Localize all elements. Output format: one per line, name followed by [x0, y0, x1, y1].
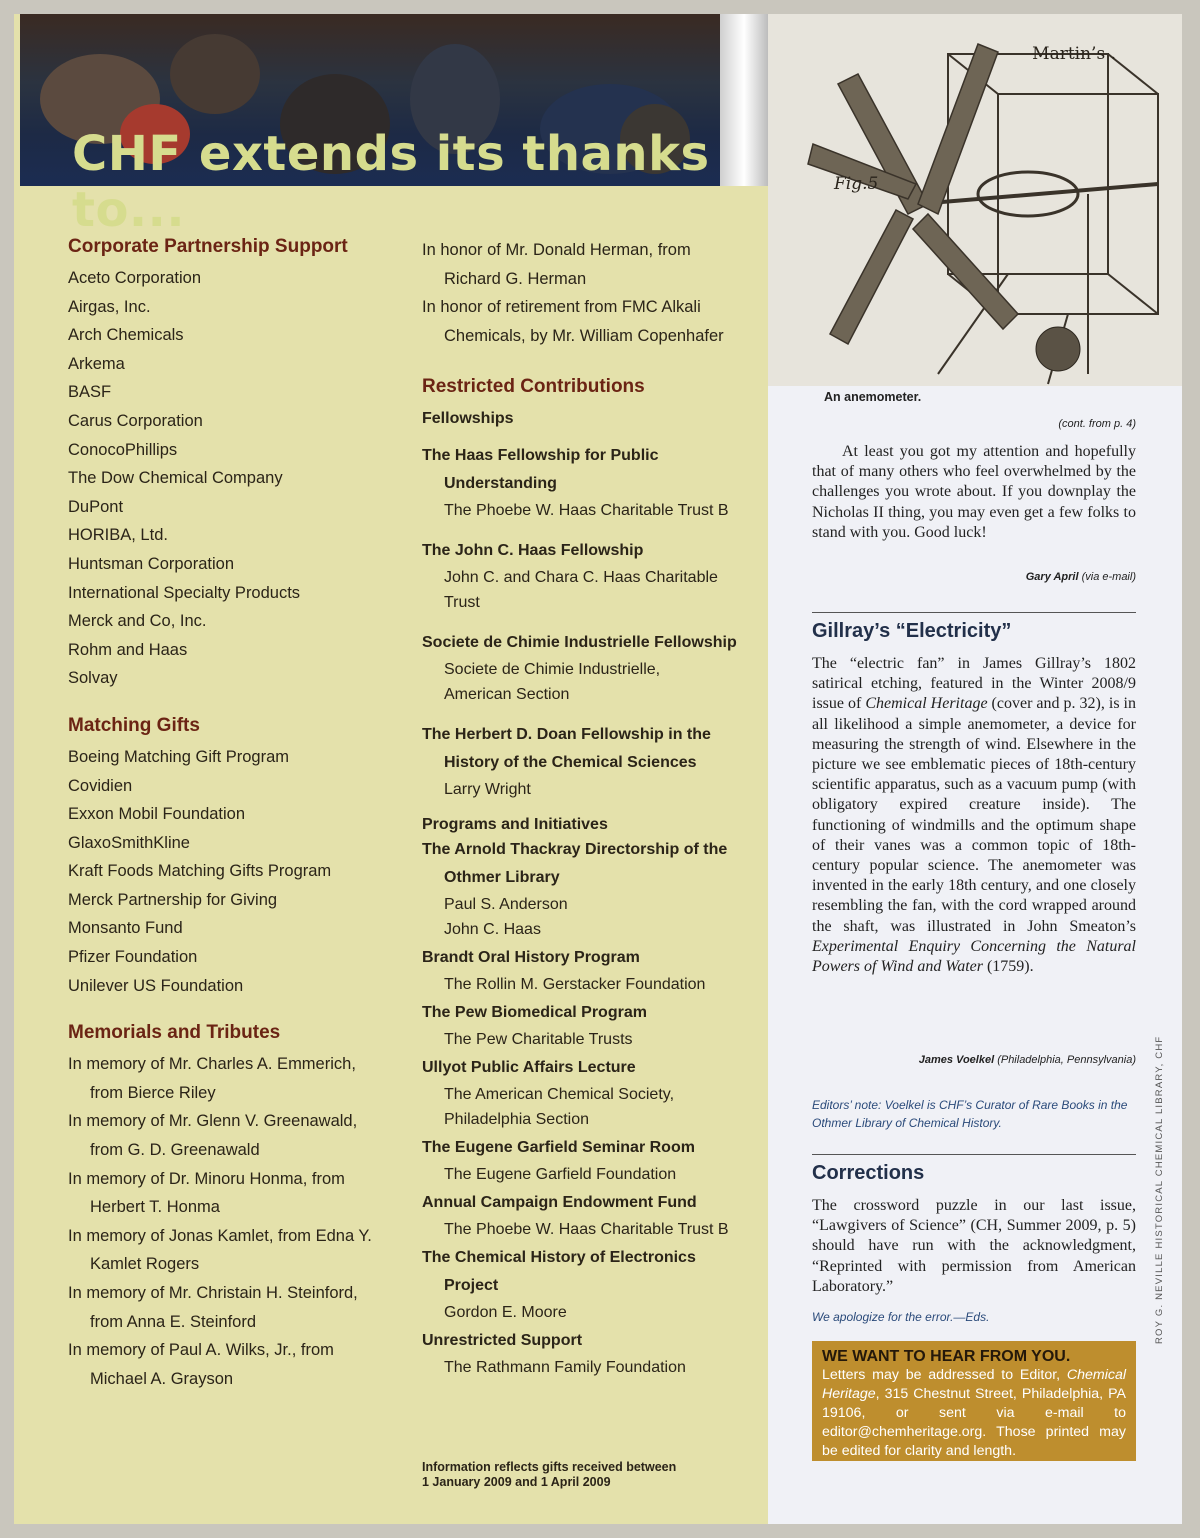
tribute-entry: [68, 1336, 398, 1393]
gillray-place: (Philadelphia, Pennsylvania): [997, 1054, 1136, 1066]
callout-text: Letters may be addressed to Editor,: [822, 1367, 1067, 1383]
contribution-entry: [422, 629, 762, 707]
list-item: International Specialty Products: [68, 583, 301, 602]
contribution-donor: Societe de Chimie Industrielle,: [444, 661, 661, 679]
contribution-name: The John C. Haas Fellowship: [422, 542, 644, 560]
gillray-text: The “electric fan” in James Gillray’s 1802 satirical etching, featured in the Winter 2008/9 issue of: [812, 655, 1136, 713]
gillray-heading: Gillray’s “Electricity”: [812, 620, 1012, 642]
contribution-entry: [422, 537, 762, 615]
contribution-name: Unrestricted Support: [422, 1332, 583, 1350]
footnote-line: 1 January 2009 and 1 April 2009: [422, 1475, 611, 1489]
contribution-entry: [422, 721, 762, 802]
contribution-name: Project: [444, 1277, 499, 1295]
list-item: BASF: [68, 383, 112, 402]
figure-caption: An anemometer.: [824, 390, 922, 404]
contribution-name: Ullyot Public Affairs Lecture: [422, 1059, 636, 1077]
contribution-donor: Larry Wright: [444, 781, 531, 799]
tribute-line: In memory of Mr. Glenn V. Greenawald,: [68, 1112, 358, 1131]
contribution-donor: Philadelphia Section: [444, 1111, 589, 1129]
corrections-apology: We apologize for the error.—Eds.: [812, 1310, 990, 1324]
contribution-entry: [422, 1244, 762, 1325]
letter-author: Gary April: [1025, 571, 1079, 583]
tribute-line: Kamlet Rogers: [90, 1255, 200, 1274]
continued-note: (cont. from p. 4): [1058, 418, 1136, 430]
list-item: Unilever US Foundation: [68, 976, 244, 995]
contribution-entry: [422, 442, 762, 523]
callout-text: , 315 Chestnut Street, Philadelphia, PA 19106, or sent via e-mail to editor@chemheritage.org. Those printed may be edited for clarity and length.: [822, 1386, 1126, 1459]
list-item: Pfizer Foundation: [68, 948, 198, 967]
callout-body: [822, 1366, 1126, 1461]
letters-callout: [812, 1341, 1136, 1461]
magazine-page: [14, 14, 1182, 1524]
contribution-entry: [422, 1189, 762, 1242]
contribution-entry: [422, 836, 762, 942]
section-heading: Restricted Contributions: [422, 376, 645, 398]
gillray-signature: [812, 1054, 1136, 1066]
contribution-donor: The Phoebe W. Haas Charitable Trust B: [444, 502, 729, 520]
list-item: Monsanto Fund: [68, 919, 183, 938]
contribution-entry: [422, 1327, 762, 1380]
contribution-name: History of the Chemical Sciences: [444, 754, 697, 772]
tribute-line: Michael A. Grayson: [90, 1369, 234, 1388]
donor-column-left: [68, 236, 398, 1393]
list-item: Merck and Co, Inc.: [68, 612, 207, 631]
tribute-line: from Anna E. Steinford: [90, 1312, 257, 1331]
tribute-entry: [422, 293, 762, 350]
contribution-name: The Haas Fellowship for Public: [422, 447, 659, 465]
list-item: Covidien: [68, 776, 133, 795]
contribution-entry: [422, 944, 762, 997]
section-heading: Memorials and Tributes: [68, 1022, 281, 1044]
page-title: CHF extends its thanks to...: [72, 126, 710, 238]
image-credit: ROY G. NEVILLE HISTORICAL CHEMICAL LIBRARY, CHF: [1154, 1035, 1165, 1344]
divider: [812, 1154, 1136, 1155]
list-item: Airgas, Inc.: [68, 297, 151, 316]
corrections-heading: Corrections: [812, 1162, 925, 1184]
divider: [812, 612, 1136, 613]
donor-column-right: [422, 236, 762, 1380]
contribution-donor: American Section: [444, 686, 570, 704]
list-item: Arch Chemicals: [68, 326, 184, 345]
tribute-line: Herbert T. Honma: [90, 1198, 220, 1217]
anemometer-illustration: [768, 14, 1182, 386]
contribution-name: The Chemical History of Electronics: [422, 1249, 696, 1267]
section-heading: Matching Gifts: [68, 714, 200, 736]
reception-photo: [20, 14, 768, 238]
list-item: Solvay: [68, 669, 118, 688]
contribution-donor: John C. and Chara C. Haas Charitable: [444, 569, 718, 587]
list-item: Aceto Corporation: [68, 269, 201, 287]
contribution-name: Othmer Library: [444, 869, 560, 887]
tribute-line: In honor of retirement from FMC Alkali: [422, 298, 701, 317]
letter-via: (via e-mail): [1081, 571, 1136, 583]
tribute-line: Richard G. Herman: [444, 269, 587, 288]
tribute-line: from Bierce Riley: [90, 1083, 216, 1102]
letter-body: At least you got my attention and hopefully that of many others who feel overwhelmed by the challenges you wrote about. If you downplay the Nicholas II thing, you may even get a few folks to stand with you. Good luck!: [812, 443, 1136, 541]
gillray-body: [812, 654, 1136, 977]
contribution-entry: [422, 1054, 762, 1132]
footnote-line: Information reflects gifts received between: [422, 1460, 677, 1474]
tribute-entry: [68, 1050, 398, 1107]
tribute-entry: [68, 1107, 398, 1164]
contribution-donor: The Eugene Garfield Foundation: [444, 1166, 677, 1184]
corrections-body: The crossword puzzle in our last issue, “Lawgivers of Science” (CH, Summer 2009, p. 5) should have run with the acknowledgment, “Reprinted with permission from American Laboratory.”: [812, 1197, 1136, 1295]
tribute-entry: [422, 236, 762, 293]
list-item: The Dow Chemical Company: [68, 469, 283, 488]
tribute-line: from G. D. Greenawald: [90, 1141, 260, 1160]
tribute-line: In memory of Jonas Kamlet, from Edna Y.: [68, 1226, 372, 1245]
contribution-donor: Paul S. Anderson: [444, 896, 568, 914]
list-item: GlaxoSmithKline: [68, 833, 190, 852]
list-item: Boeing Matching Gift Program: [68, 747, 290, 766]
contribution-entry: [422, 1134, 762, 1187]
contribution-donor: The American Chemical Society,: [444, 1086, 675, 1104]
tribute-line: In memory of Mr. Charles A. Emmerich,: [68, 1055, 356, 1074]
contribution-donor: Gordon E. Moore: [444, 1304, 567, 1322]
tribute-line: In honor of Mr. Donald Herman, from: [422, 241, 691, 259]
contribution-name: Annual Campaign Endowment Fund: [422, 1194, 697, 1212]
list-item: Kraft Foods Matching Gifts Program: [68, 862, 332, 881]
tribute-line: In memory of Paul A. Wilks, Jr., from: [68, 1341, 334, 1360]
gillray-text: (1759).: [982, 958, 1034, 976]
contribution-name: The Herbert D. Doan Fellowship in the: [422, 726, 711, 744]
letters-panel: [768, 14, 1182, 1524]
tribute-entry: [68, 1279, 398, 1336]
contribution-donor: The Phoebe W. Haas Charitable Trust B: [444, 1221, 729, 1239]
contribution-donor: The Pew Charitable Trusts: [444, 1031, 633, 1049]
contribution-name: The Arnold Thackray Directorship of the: [422, 841, 728, 859]
tribute-line: In memory of Dr. Minoru Honma, from: [68, 1169, 345, 1188]
list-item: DuPont: [68, 497, 124, 516]
gillray-author: James Voelkel: [918, 1054, 995, 1066]
list-item: ConocoPhillips: [68, 440, 178, 459]
letter-signature: [812, 571, 1136, 583]
figure-number: Fig.5: [834, 174, 879, 194]
list-item: Carus Corporation: [68, 411, 203, 430]
contribution-name: Understanding: [444, 475, 557, 493]
tribute-line: Chemicals, by Mr. William Copenhafer: [444, 326, 724, 345]
contribution-entry: [422, 999, 762, 1052]
figure-title: Martin’s .: [1032, 44, 1116, 64]
gift-date-footnote: [422, 1460, 722, 1490]
contribution-name: The Pew Biomedical Program: [422, 1004, 647, 1022]
tribute-line: In memory of Mr. Christain H. Steinford,: [68, 1284, 358, 1302]
contribution-donor: Trust: [444, 594, 480, 612]
donor-panel: [14, 14, 768, 1524]
contribution-name: Brandt Oral History Program: [422, 949, 640, 967]
contribution-donor: John C. Haas: [444, 921, 541, 939]
contribution-donor: The Rollin M. Gerstacker Foundation: [444, 976, 706, 994]
list-item: Rohm and Haas: [68, 640, 188, 659]
gillray-text: (cover and p. 32), is in all likelihood a simple anemometer, a device for measuring the strength of wind. Elsewhere in the picture we see emblematic pieces of 18th-century scientific apparatus, such as a vacuum pump (with obligatory expired creature inside). The functioning of windmills and the optimum shape of their vanes was a common topic of 18th-century popular science. The anemometer was invented in the early 18th century, and one closely resembling the fan, with the cord wrapped around the shaft, was illustrated in John Smeaton’s: [812, 695, 1136, 935]
list-item: HORIBA, Ltd.: [68, 526, 168, 545]
contribution-donor: The Rathmann Family Foundation: [444, 1359, 686, 1377]
list-item: Huntsman Corporation: [68, 554, 234, 573]
magazine-title: Chemical Heritage: [865, 695, 988, 713]
subsection-heading: Programs and Initiatives: [422, 816, 608, 834]
list-item: Merck Partnership for Giving: [68, 890, 278, 909]
tribute-entry: [68, 1165, 398, 1222]
list-item: Arkema: [68, 354, 125, 373]
tribute-entry: [68, 1222, 398, 1279]
magazine-title: Chemical Heritage: [822, 1367, 1126, 1402]
callout-heading: WE WANT TO HEAR FROM YOU.: [822, 1348, 1071, 1365]
list-item: Exxon Mobil Foundation: [68, 805, 246, 824]
section-heading: Corporate Partnership Support: [68, 236, 348, 257]
book-title: Experimental Enquiry Concerning the Natural Powers of Wind and Water: [812, 937, 1136, 976]
subsection-heading: Fellowships: [422, 410, 514, 428]
editors-note: Editors’ note: Voelkel is CHF’s Curator of Rare Books in the Othmer Library of Chemical History.: [812, 1098, 1128, 1130]
anemometer-drawing: [768, 14, 1182, 386]
contribution-name: Societe de Chimie Industrielle Fellowship: [422, 634, 737, 652]
contribution-name: The Eugene Garfield Seminar Room: [422, 1139, 695, 1157]
